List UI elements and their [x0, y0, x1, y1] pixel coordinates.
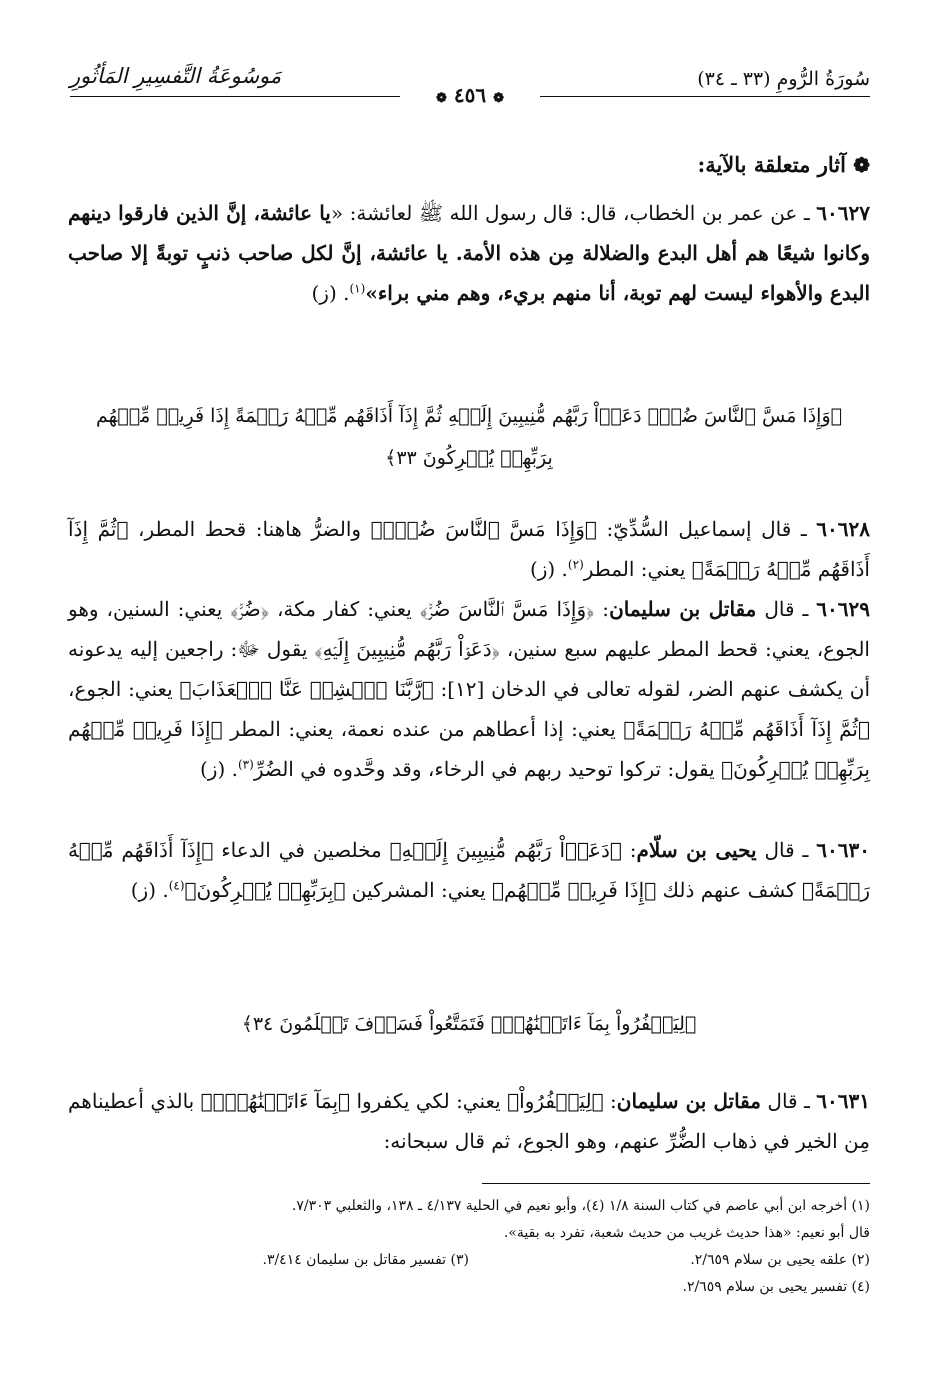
ornament-icon: ❁: [436, 91, 447, 106]
source-mark: . (ز): [529, 557, 568, 581]
footnote-row: [68, 1247, 870, 1274]
footnote-1-note: قال أبو نعيم: «هذا حديث غريب من حديث شعبة، تفرد به بقية».: [503, 1225, 870, 1241]
flower-icon: ❁: [853, 153, 870, 177]
narration-60631: [68, 1081, 870, 1161]
narration-60629: [68, 589, 870, 789]
narration-number: ٦٠٦٢٩: [816, 597, 870, 621]
narrator-name: مقاتل بن سليمان: [616, 1089, 762, 1113]
header-rule-left: [70, 96, 400, 97]
source-mark: . (ز): [200, 757, 238, 781]
footnote-ref: (٤): [168, 878, 185, 893]
footnote-3: (٣) تفسير مقاتل بن سليمان ٣/٤١٤.: [262, 1252, 469, 1268]
narrator-name: يحيى بن سلّام: [636, 838, 757, 862]
narrator-name: مقاتل بن سليمان: [609, 597, 757, 621]
footnotes: [68, 1193, 870, 1301]
quote-close: »: [365, 281, 378, 305]
footnote-ref: (٢): [567, 557, 584, 572]
narration-number: ٦٠٦٣٠: [816, 838, 870, 862]
section-heading: [68, 145, 870, 185]
footnote-ref: (٣): [237, 757, 254, 772]
page-number-box: [435, 83, 505, 107]
narration-text: : ﴿وَإِذَا مَسَّ ٱلنَّاسَ ضُرّٞ﴾ يعني: كفار مكة، ﴿ضُرّٞ﴾ يعني: السنين، وهو الجوع، يعني: قحط المطر عليهم سبع سنين، ﴿دَعَوۡاْ رَبَّهُم مُّنِيبِينَ إِلَيۡهِ﴾ يقول ﷻ: راجعين إليه يدعونه أن يكشف عنهم الضر، لقوله تعالى في الدخان [١٢]: ﴿رَّبَّنَا ٱكۡشِفۡ عَنَّا ٱلۡعَذَابَ﴾ يعني: الجوع، ﴿ثُمَّ إِذَآ أَذَاقَهُم مِّنۡهُ رَحۡمَةً﴾ يعني: إذا أعطاهم من عنده نعمة، يعني: المطر ﴿إِذَا فَرِيقٞ مِّنۡهُم بِرَبِّهِمۡ يُشۡرِكُونَ﴾ يقول: تركوا توحيد ربهم في الرخاء، وقد وحَّدوه في الضُرِّ: [68, 597, 871, 781]
footnote-1: (١) أخرجه ابن أبي عاصم في كتاب السنة ١/٨ (٤)، وأبو نعيم في الحلية ٤/١٣٧ ـ ١٣٨، والثعلبي ٧/٣٠٣.: [291, 1198, 870, 1214]
page-header: [70, 62, 870, 107]
narration-60628: [68, 509, 870, 589]
ornament-icon: ❁: [493, 91, 504, 106]
narration-number: ٦٠٦٢٨: [816, 517, 870, 541]
page-number: ٤٥٦: [453, 83, 487, 107]
footnote-2: (٢) علقه يحيى بن سلام ٢/٦٥٩.: [690, 1252, 870, 1268]
narration-text: ـ قال: [761, 1089, 817, 1113]
narration-60627: [68, 193, 870, 313]
footnote-4: (٤) تفسير يحيى بن سلام ٢/٦٥٩.: [682, 1279, 870, 1295]
hadith-text: يا عائشة، إنَّ الذين فارقوا دينهم وكانوا شيعًا هم أهل البدع والضلالة مِن هذه الأمة. يا عائشة، إنَّ لكل صاحب ذنبٍ توبةً إلا صاحب البدع والأهواء ليست لهم توبة، أنا منهم بريء، وهم مني براء: [68, 201, 870, 305]
footnote-ref: (١): [349, 281, 366, 296]
source-mark: . (ز): [130, 878, 169, 902]
narration-text: : ﴿دَعَوۡاْ رَبَّهُم مُّنِيبِينَ إِلَيۡهِ﴾ مخلصين في الدعاء ﴿إِذَآ أَذَاقَهُم مِّنۡهُ رَحۡمَةً﴾ كشف عنهم ذلك ﴿إِذَا فَرِيقٞ مِّنۡهُم﴾ يعني: المشركين ﴿بِرَبِّهِمۡ يُشۡرِكُونَ﴾: [68, 838, 870, 902]
narration-text: : ﴿لِيَكۡفُرُواْ﴾ يعني: لكي يكفروا ﴿بِمَآ ءَاتَيۡنَٰهُمۡۚ﴾ بالذي أعطيناهم مِن الخير في ذهاب الضُّرِّ عنهم، وهو الجوع، ثم قال سبحانه:: [68, 1089, 870, 1153]
narration-text: ـ قال: [756, 597, 817, 621]
narration-60630: [68, 830, 870, 910]
surah-title: سُورَةُ الرُّومِ (٣٣ ـ ٣٤): [697, 68, 870, 90]
narration-number: ٦٠٦٢٧: [816, 201, 870, 225]
book-title: مَوسُوعَةُ التَّفسِيرِ المَأثُورِ: [70, 64, 282, 88]
quran-verse-34: ﴿لِيَكۡفُرُواْ بِمَآ ءَاتَيۡنَٰهُمۡۚ فَتَمَتَّعُواْ فَسَوۡفَ تَعۡلَمُونَ ٣٤﴾: [241, 1013, 697, 1035]
header-rule-right: [540, 96, 870, 97]
quran-verse-33: ﴿وَإِذَا مَسَّ ٱلنَّاسَ ضُرّٞ دَعَوۡاْ رَبَّهُم مُّنِيبِينَ إِلَيۡهِ ثُمَّ إِذَآ أَذَاقَهُم مِّنۡهُ رَحۡمَةً إِذَا فَرِيقٞ مِّنۡهُم بِرَبِّهِمۡ يُشۡرِكُونَ ٣٣﴾: [95, 405, 843, 469]
footnote-divider: [482, 1183, 870, 1184]
narration-text: ـ عن عمر بن الخطاب، قال: قال رسول الله ﷺ لعائشة: «: [330, 201, 817, 225]
section-heading-text: آثار متعلقة بالآية:: [697, 152, 846, 177]
narration-text: ـ قال إسماعيل السُّدِّيّ: ﴿وَإِذَا مَسَّ ٱلنَّاسَ ضُرّٞ﴾ والضرُّ هاهنا: قحط المطر، ﴿ثُمَّ إِذَآ أَذَاقَهُم مِّنۡهُ رَحۡمَةً﴾ يعني: المطر: [68, 517, 870, 581]
narration-number: ٦٠٦٣١: [816, 1089, 870, 1113]
narration-text: ـ قال: [756, 838, 817, 862]
source-mark: . (ز): [311, 281, 350, 305]
